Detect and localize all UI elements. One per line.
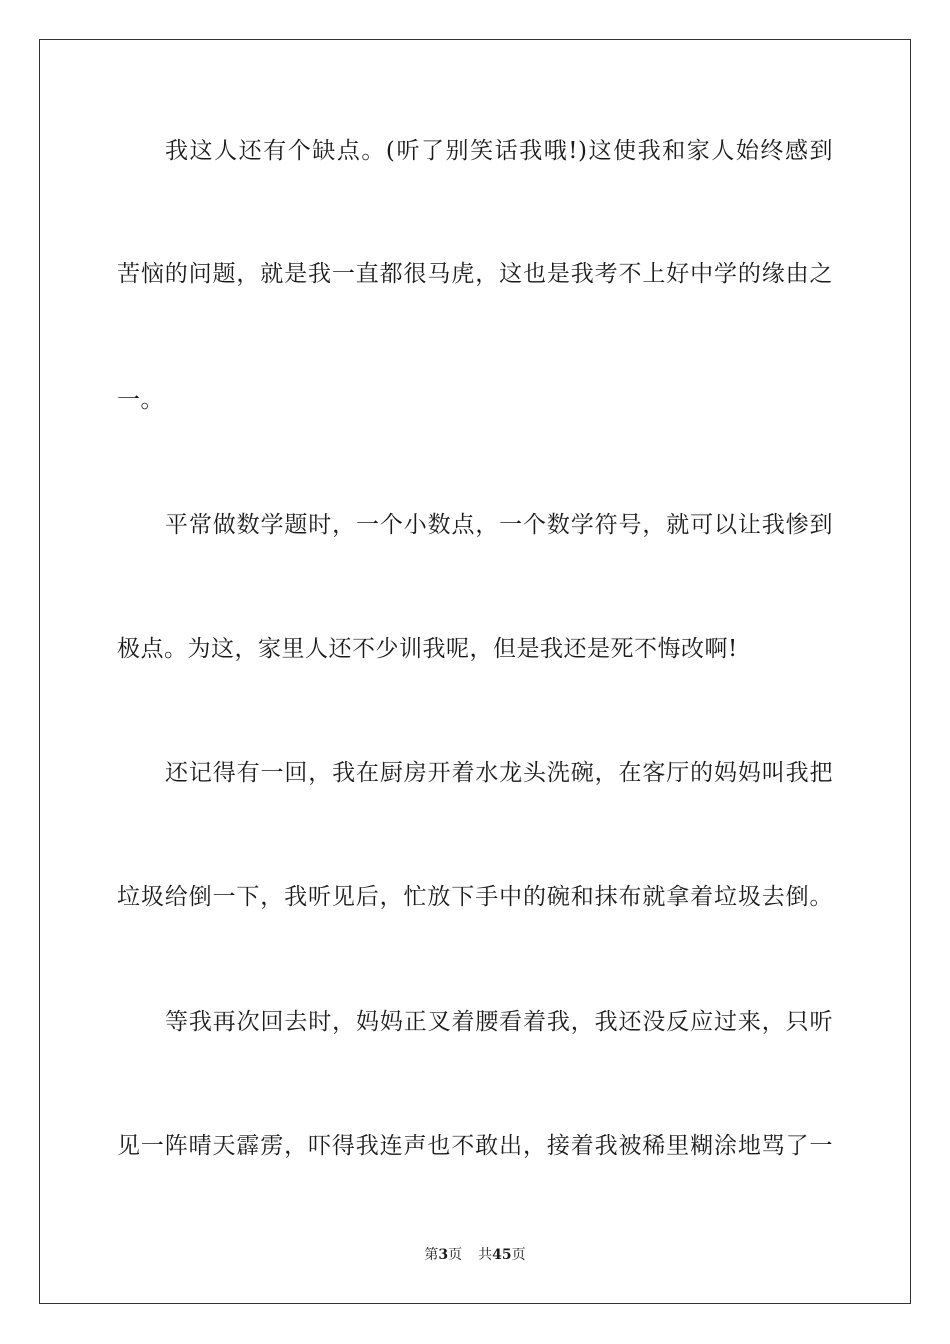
page-number-label <box>424 1246 462 1264</box>
paragraph-4-line-1: 等我再次回去时，妈妈正叉着腰看着我，我还没反应过来，只听 <box>165 1009 833 1035</box>
total-suffix: 页 <box>511 1247 526 1263</box>
paragraph-1-line-1: 我这人还有个缺点。(听了别笑话我哦!)这使我和家人始终感到 <box>165 138 833 164</box>
paragraph-3-line-1: 还记得有一回，我在厨房开着水龙头洗碗，在客厅的妈妈叫我把 <box>165 760 833 786</box>
page-number: 3 <box>438 1247 449 1263</box>
paragraph-1-line-2: 苦恼的问题，就是我一直都很马虎，这也是我考不上好中学的缘由之 <box>117 261 833 287</box>
paragraph-3-line-2: 垃圾给倒一下，我听见后，忙放下手中的碗和抹布就拿着垃圾去倒。 <box>117 884 833 910</box>
page-prefix: 第 <box>424 1247 439 1263</box>
paragraph-2-line-1: 平常做数学题时，一个小数点，一个数学符号，就可以让我惨到 <box>165 512 833 538</box>
paragraph-4-line-2: 见一阵晴天霹雳，吓得我连声也不敢出，接着我被稀里糊涂地骂了一 <box>117 1133 833 1159</box>
page-footer <box>0 1246 950 1264</box>
page-border <box>39 39 911 1304</box>
page-suffix: 页 <box>448 1247 463 1263</box>
total-pages-label <box>478 1246 525 1264</box>
total-prefix: 共 <box>478 1247 493 1263</box>
paragraph-2-line-2: 极点。为这，家里人还不少训我呢，但是我还是死不悔改啊! <box>117 636 738 662</box>
paragraph-1-line-3: 一。 <box>117 387 164 413</box>
total-pages: 45 <box>492 1247 512 1263</box>
